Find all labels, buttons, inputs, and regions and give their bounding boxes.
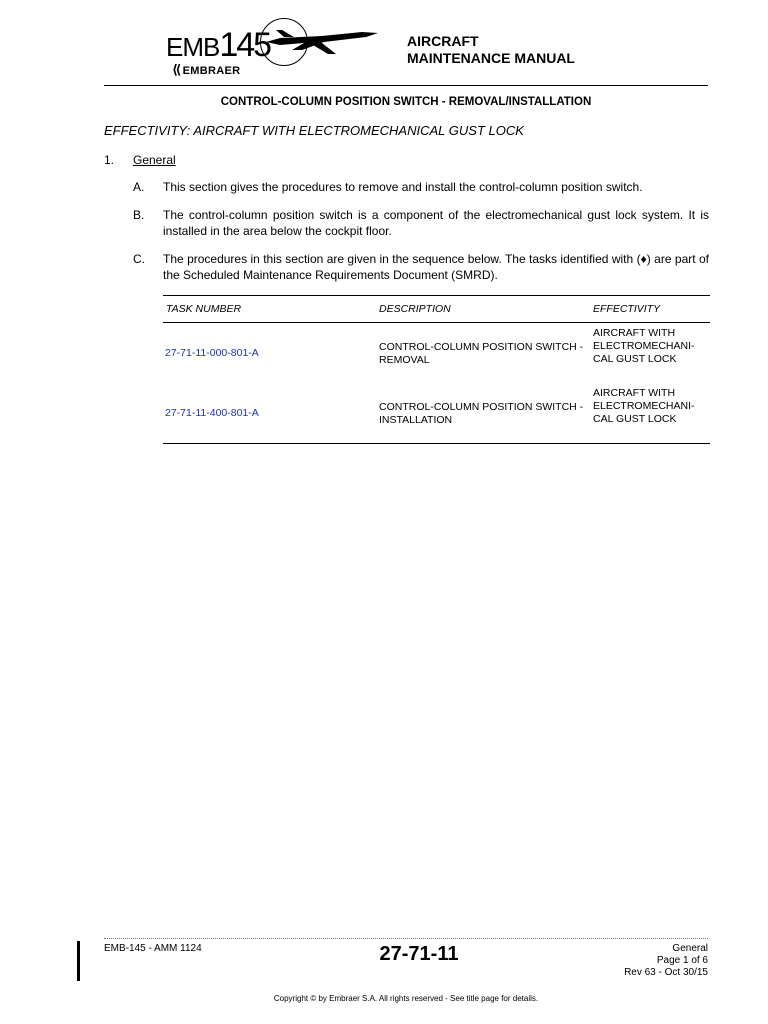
section-heading: General: [133, 153, 176, 167]
description-line: REMOVAL: [379, 354, 430, 366]
table-cell-effectivity: [593, 387, 695, 426]
table-top-rule: [163, 295, 710, 296]
footer-chapter-number: 27-71-11: [379, 943, 459, 965]
description-line: INSTALLATION: [379, 414, 453, 426]
embraer-brand: EMBRAER: [182, 65, 241, 77]
logo-emb: EMB: [166, 32, 220, 62]
item-text: This section gives the procedures to remove and install the control-column position switch.: [163, 180, 643, 194]
section-number: 1.: [104, 153, 115, 167]
item-letter: C.: [133, 252, 145, 266]
item-letter: A.: [133, 180, 145, 194]
manual-title: [407, 33, 575, 67]
manual-title-line2: MAINTENANCE MANUAL: [407, 50, 575, 66]
column-header-description: DESCRIPTION: [379, 303, 451, 315]
revision-change-bar: [77, 941, 80, 981]
item-letter: B.: [133, 208, 145, 222]
emb145-logo-text: [166, 28, 270, 62]
footer-manual-id: EMB-145 - AMM 1124: [104, 943, 202, 954]
item-text: The procedures in this section are given in the sequence below. The tasks identified with (♦) are part of the Scheduled Maintenance Requirements Document (SMRD).: [163, 252, 709, 282]
item-text: The control-column position switch is a component of the electromechanical gust lock system. It is installed in the area below the cockpit floor.: [163, 208, 709, 238]
logo-145: 145: [219, 26, 271, 64]
effectivity-statement: EFFECTIVITY: AIRCRAFT WITH ELECTROMECHANICAL GUST LOCK: [104, 123, 524, 138]
effectivity-line: AIRCRAFT WITH: [593, 387, 676, 399]
effectivity-line: AIRCRAFT WITH: [593, 327, 676, 339]
column-header-task-number: TASK NUMBER: [166, 303, 242, 315]
footer-page-info: [560, 943, 708, 979]
embraer-logo: [172, 62, 240, 78]
task-number-link[interactable]: 27-71-11-400-801-A: [165, 407, 259, 419]
embraer-chevron-icon: ⟪: [172, 62, 182, 77]
table-header-rule: [163, 322, 710, 323]
table-cell-description: [379, 401, 583, 427]
footer-revision: Rev 63 - Oct 30/15: [624, 967, 708, 978]
effectivity-line: CAL GUST LOCK: [593, 353, 677, 365]
manual-title-line1: AIRCRAFT: [407, 33, 479, 49]
table-cell-description: [379, 341, 583, 367]
page-title: CONTROL-COLUMN POSITION SWITCH - REMOVAL/INSTALLATION: [220, 96, 592, 108]
footer-page-number: Page 1 of 6: [656, 955, 708, 966]
description-line: CONTROL-COLUMN POSITION SWITCH -: [379, 401, 584, 413]
effectivity-line: CAL GUST LOCK: [593, 413, 677, 425]
copyright-notice: Copyright © by Embraer S.A. All rights reserved - See title page for details.: [273, 994, 539, 1003]
header-divider: [104, 85, 708, 86]
footer-section-name: General: [672, 943, 708, 954]
effectivity-line: ELECTROMECHANI-: [593, 400, 695, 412]
footer-divider: [104, 938, 708, 939]
effectivity-line: ELECTROMECHANI-: [593, 340, 695, 352]
task-number-link[interactable]: 27-71-11-000-801-A: [165, 347, 259, 359]
description-line: CONTROL-COLUMN POSITION SWITCH -: [379, 341, 584, 353]
table-cell-effectivity: [593, 327, 695, 366]
table-bottom-rule: [163, 443, 710, 444]
column-header-effectivity: EFFECTIVITY: [593, 303, 661, 315]
airplane-icon: [262, 24, 382, 64]
